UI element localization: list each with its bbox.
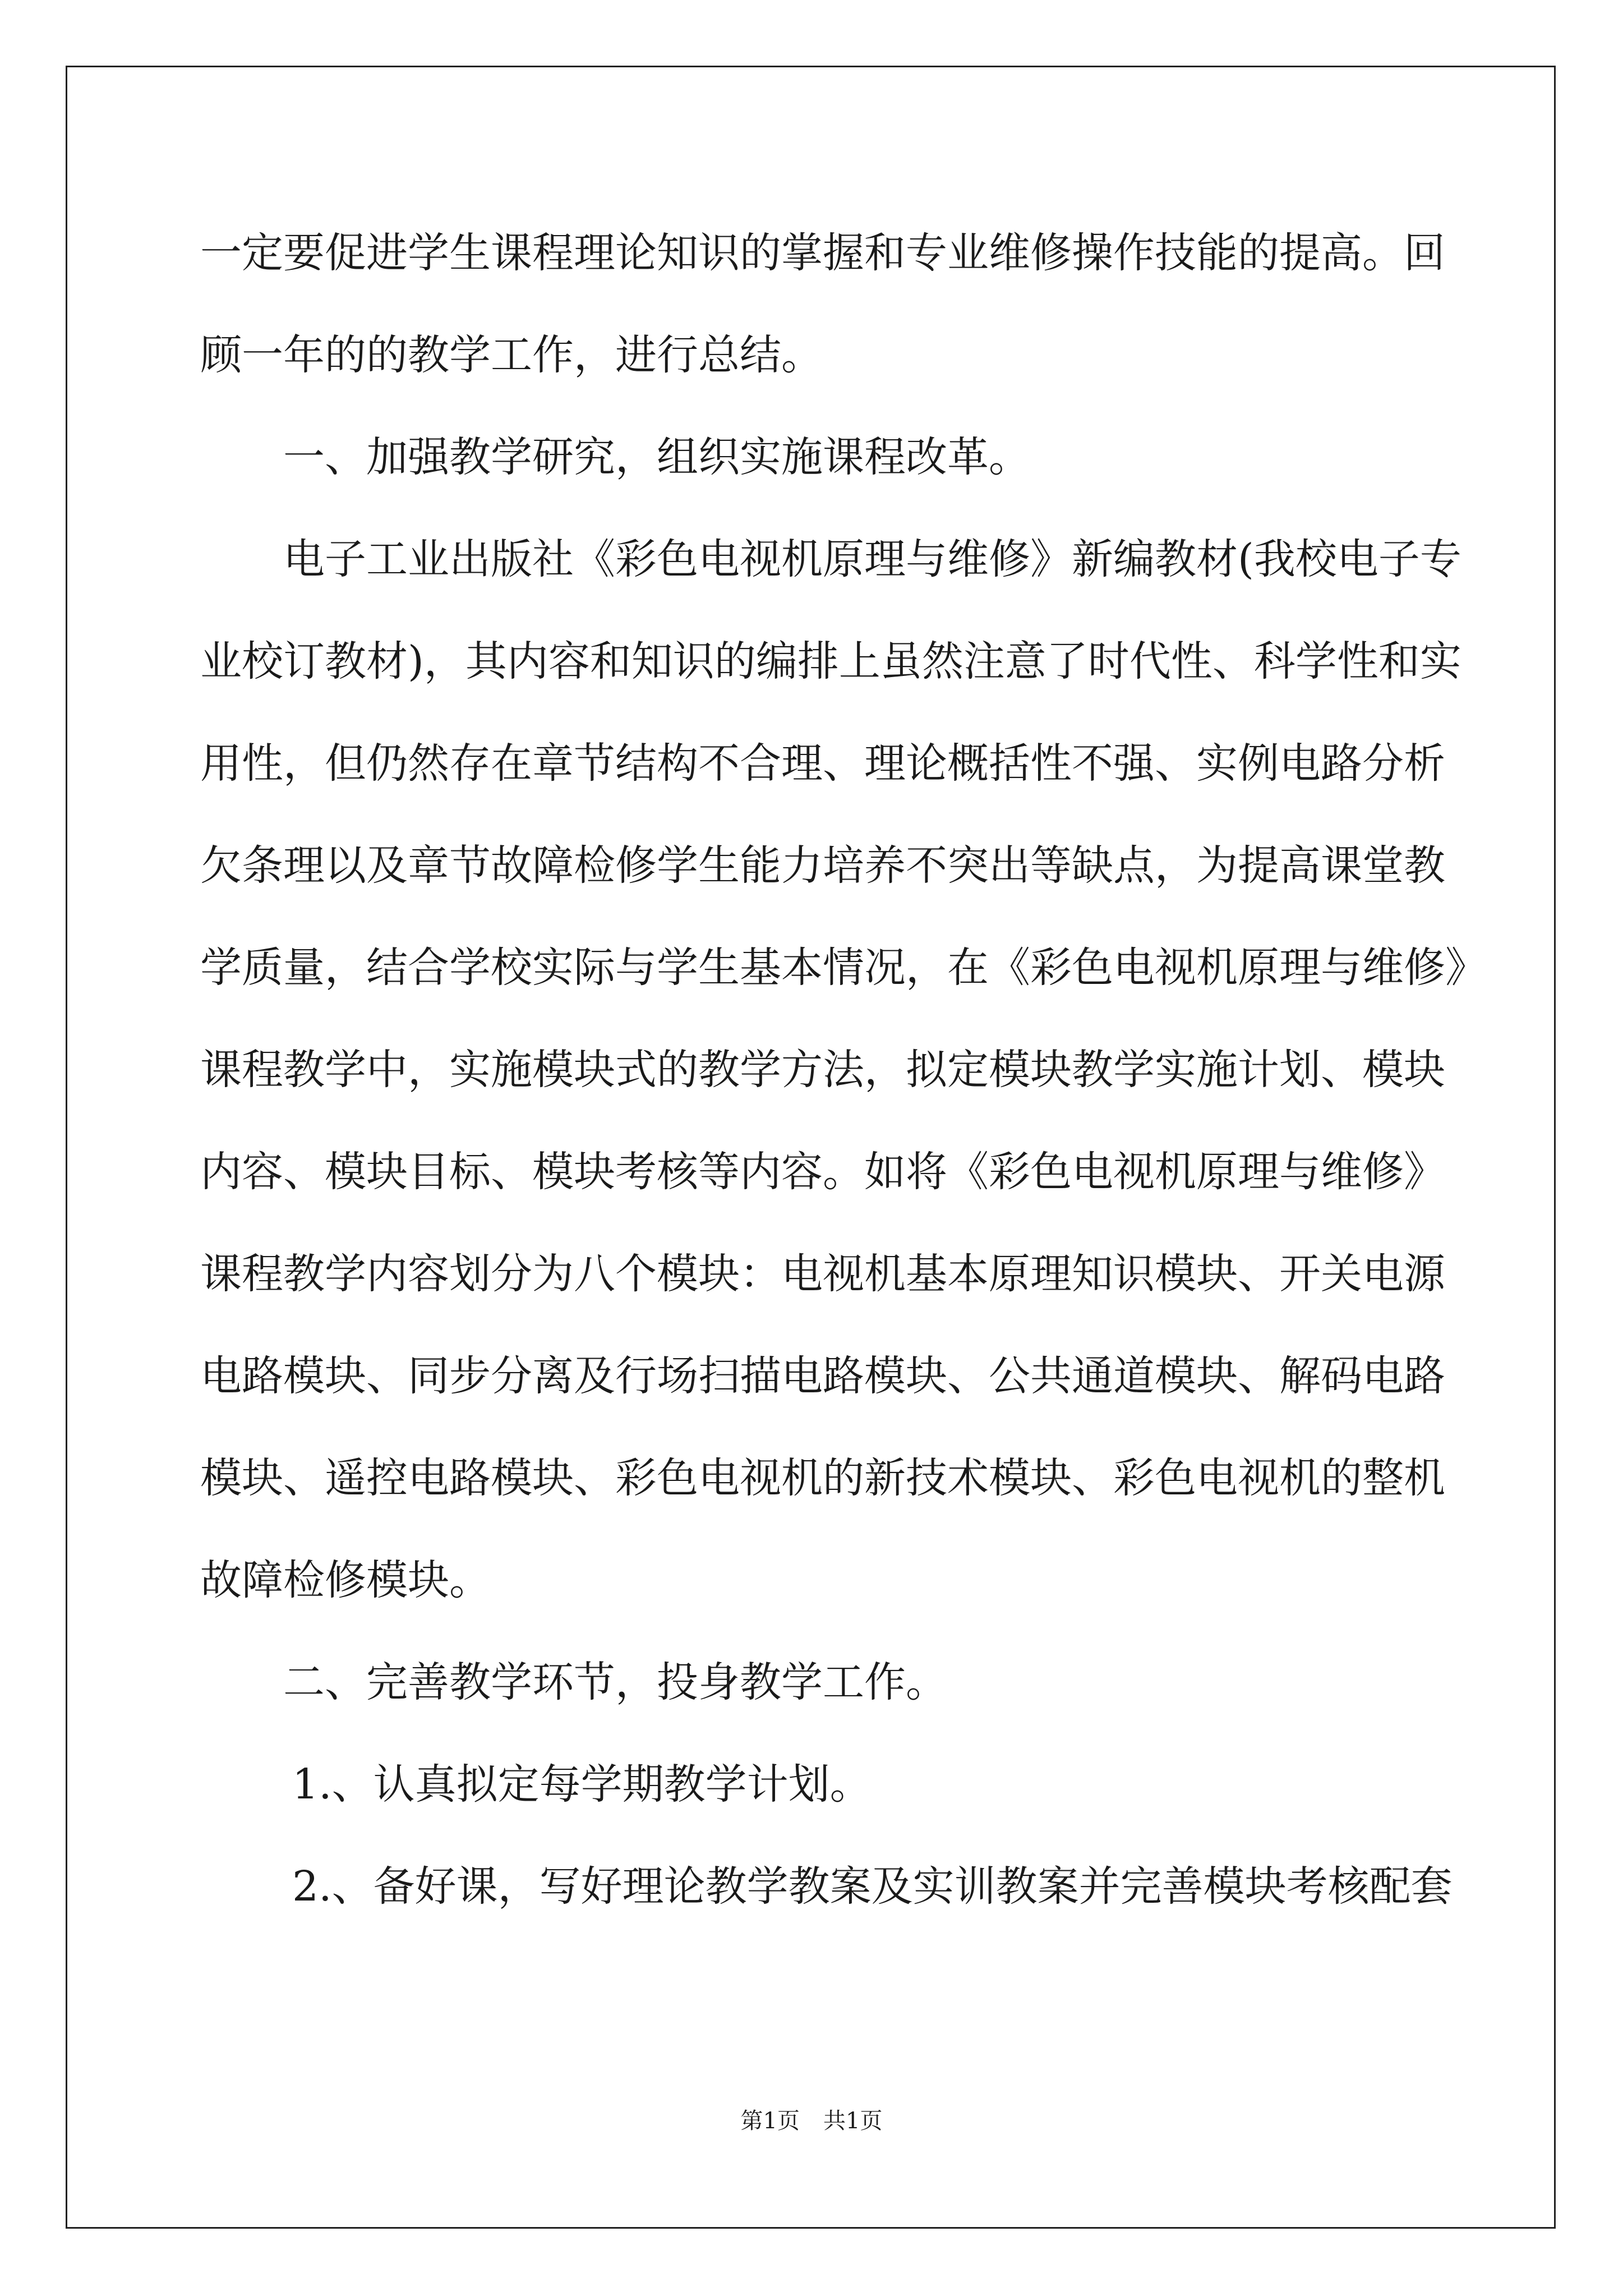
text-line-1: 一定要促进学生课程理论知识的掌握和专业维修操作技能的提高。回 xyxy=(200,229,1445,277)
text-line-9: 课程教学中，实施模块式的教学方法，拟定模块教学实施计划、模块 xyxy=(200,1046,1445,1094)
document-body xyxy=(200,202,1487,1938)
text-line-7: 欠条理以及章节故障检修学生能力培养不突出等缺点，为提高课堂教 xyxy=(200,841,1445,890)
text-line-13: 模块、遥控电路模块、彩色电视机的新技术模块、彩色电视机的整机 xyxy=(200,1454,1445,1502)
text-line-6: 用性，但仍然存在章节结构不合理、理论概括性不强、实例电路分析 xyxy=(200,739,1445,788)
page-footer xyxy=(0,2107,1623,2135)
section-heading-2: 二、完善教学环节，投身教学工作。 xyxy=(283,1658,947,1706)
page-total: 共1页 xyxy=(823,2108,883,2134)
text-line-8: 学质量，结合学校实际与学生基本情况，在《彩色电视机原理与维修》 xyxy=(200,944,1487,992)
page-number: 第1页 xyxy=(740,2108,800,2134)
text-line-14: 故障检修模块。 xyxy=(200,1556,491,1604)
text-line-10: 内容、模块目标、模块考核等内容。如将《彩色电视机原理与维修》 xyxy=(200,1148,1445,1196)
text-line-12: 电路模块、同步分离及行场扫描电路模块、公共通道模块、解码电路 xyxy=(200,1352,1445,1400)
numbered-item-1: 1.、认真拟定每学期教学计划。 xyxy=(292,1760,872,1809)
text-line-5: 业校订教材)，其内容和知识的编排上虽然注意了时代性、科学性和实 xyxy=(200,637,1461,685)
text-line-2: 顾一年的的教学工作，进行总结。 xyxy=(200,331,823,379)
section-heading-1: 一、加强教学研究，组织实施课程改革。 xyxy=(283,433,1030,481)
text-line-11: 课程教学内容划分为八个模块：电视机基本原理知识模块、开关电源 xyxy=(200,1250,1445,1298)
numbered-item-2: 2.、备好课，写好理论教学教案及实训教案并完善模块考核配套 xyxy=(292,1862,1453,1911)
text-line-4: 电子工业出版社《彩色电视机原理与维修》新编教材(我校电子专 xyxy=(283,535,1461,583)
